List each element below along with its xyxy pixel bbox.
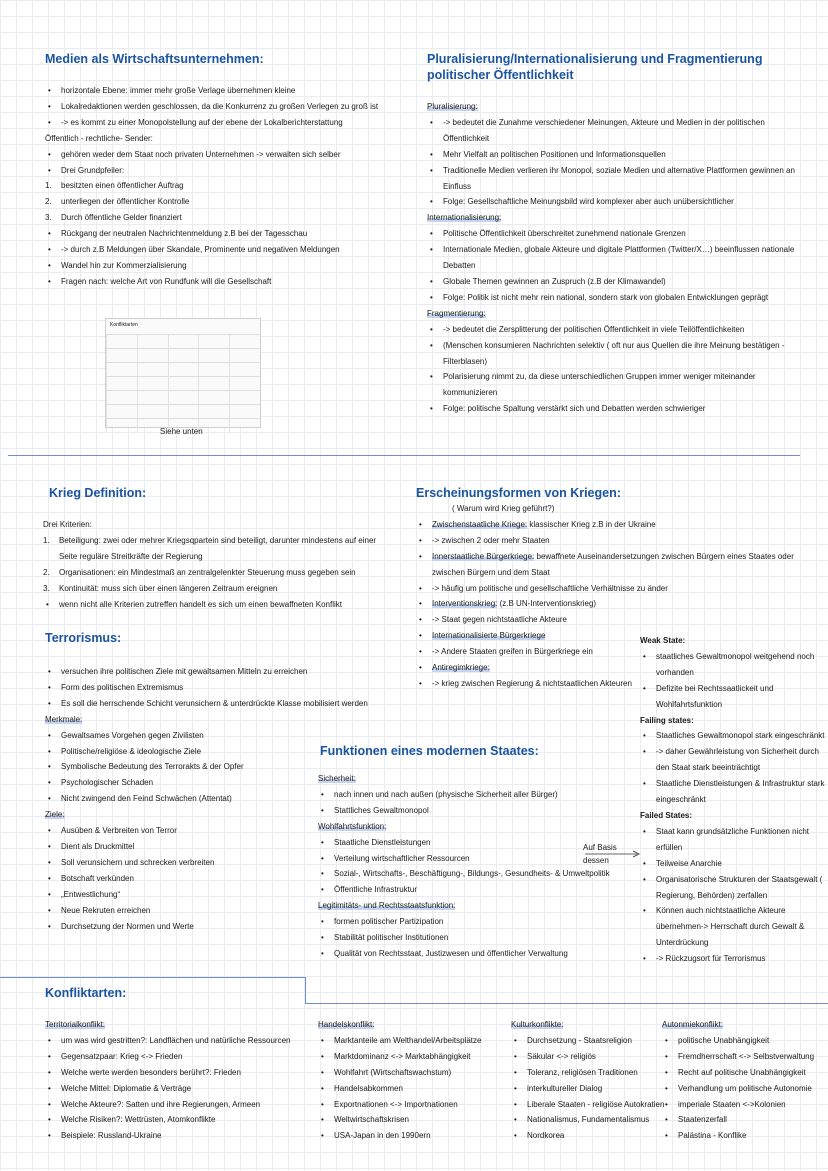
list-item	[427, 274, 812, 290]
bullet-list	[318, 1033, 513, 1144]
item-text: -> zwischen 2 oder mehr Staaten	[432, 535, 550, 545]
arrow-icon	[583, 848, 643, 870]
item-text: Polarisierung nimmt zu, da diese unterschiedlichen Gruppen immer weniger miteinander kommunizieren	[443, 372, 756, 398]
section-funktionen	[318, 743, 618, 962]
column-title-wrap	[511, 1017, 676, 1033]
list-item	[45, 1128, 320, 1144]
list-item	[318, 787, 618, 803]
list-item	[318, 1049, 513, 1065]
list-item	[662, 1128, 828, 1144]
item-text: -> häufig um politische und gesellschaftliche Verhältnisse zu änder	[432, 583, 668, 593]
list-item	[318, 819, 618, 835]
item-text: Lokalredaktionen werden geschlossen, da die Konkurrenz zu großen Verlegen zu groß ist	[61, 101, 379, 111]
konflikt-territorial	[45, 1017, 320, 1144]
medien-list	[45, 83, 385, 290]
item-text: Durchsetzung der Normen und Werte	[61, 921, 194, 931]
item-text: Gewaltsames Vorgehen gegen Zivilisten	[61, 730, 204, 740]
list-item	[640, 649, 825, 681]
item-text: Fragen nach: welche Art von Rundfunk will die Gesellschaft	[61, 276, 272, 286]
list-item	[45, 728, 375, 744]
list-item	[43, 517, 390, 533]
list-item	[416, 644, 632, 660]
item-text: Form des politischen Extremismus	[61, 682, 184, 692]
funktionen-title: Funktionen eines modernen Staates:	[320, 744, 539, 758]
list-item	[45, 712, 375, 728]
list-item	[427, 194, 812, 210]
list-item	[45, 1049, 320, 1065]
item-text: Können auch nichtstaatliche Akteure übernehmen-> Herrschaft durch Gewalt & Unterdrückung	[656, 906, 805, 948]
list-item	[640, 681, 825, 713]
item-text: Fremdherrschaft <-> Selbstverwaltung	[678, 1051, 815, 1061]
item-text: Marktdominanz <-> Marktabhängigkeit	[334, 1051, 471, 1061]
highlighted-term: Internationalisierte Bürgerkriege	[432, 631, 546, 641]
subheading: Legitimitäts- und Rechtsstaatsfunktion:	[318, 901, 456, 911]
item-text: Welche Akteure?: Satten und ihre Regierungen, Armeen	[61, 1099, 261, 1109]
column-title: Territorialkonflikt:	[45, 1020, 106, 1029]
list-item	[45, 83, 385, 99]
list-item	[43, 565, 390, 581]
thumb-title: Konfliktarten	[110, 322, 138, 328]
item-number: 1.	[43, 535, 50, 545]
list-item	[427, 369, 812, 401]
item-number: 3.	[43, 583, 50, 593]
item-text: Wohlfahrt (Wirtschaftswachstum)	[334, 1067, 452, 1077]
list-item	[511, 1049, 676, 1065]
item-text: Es soll die herrschende Schicht verunsichern & unterdrückte Klasse mobilisiert werden	[61, 698, 368, 708]
list-item	[318, 914, 618, 930]
column-title: Kulturkonflikte:	[511, 1020, 564, 1029]
list-item	[45, 696, 375, 712]
item-text: Teilweise Anarchie	[656, 858, 722, 868]
item-text: Palästina - Konflike	[678, 1131, 747, 1141]
item-text: Stattliches Gewaltmonopol	[334, 805, 429, 815]
item-text: Symbolische Bedeutung des Terrorakts & der Opfer	[61, 762, 244, 772]
list-item	[318, 930, 618, 946]
item-text: (z.B UN-Interventionskrieg)	[497, 599, 597, 609]
item-text: -> Staat gegen nichtstaatliche Akteure	[432, 615, 567, 625]
list-item	[45, 274, 385, 290]
list-item	[45, 210, 385, 226]
item-text: Organisationen: ein Mindestmaß an zentralgelenkter Steuerung muss gegeben sein	[59, 567, 356, 577]
item-text: -> krieg zwischen Regierung & nichtstaatlichen Akteuren	[432, 678, 632, 688]
bullet-list	[43, 517, 390, 612]
item-text: -> Rückzugsort für Terrorismus	[656, 954, 766, 964]
konflikt-kultur	[511, 1017, 676, 1144]
list-item	[640, 951, 825, 967]
item-number: 2.	[45, 197, 52, 207]
list-item	[318, 1033, 513, 1049]
list-item	[45, 1112, 320, 1128]
list-item	[45, 178, 385, 194]
item-text: Globale Themen gewinnen an Zuspruch (z.B der Klimawandel)	[443, 276, 666, 286]
item-text: formen politischer Partizipation	[334, 917, 444, 927]
item-text: Staatenzerfall	[678, 1115, 727, 1125]
list-item	[45, 115, 385, 131]
item-text: Durchsetzung - Staatsreligion	[527, 1035, 632, 1045]
item-text: -> bedeutet die Zunahme verschiedener Meinungen, Akteure und Medien in der politischen Öffentlichkeit	[443, 117, 765, 143]
column-title: Handelskonflikt:	[318, 1020, 375, 1029]
column-title-wrap	[318, 1017, 513, 1033]
state-type-title: Failing states:	[640, 715, 694, 725]
konflikt-autonomie	[662, 1017, 828, 1144]
item-text: bewaffnete Auseinandersetzungen zwischen Bürgern eines Staates oder zwischen Bürgern und dem Staat	[432, 551, 794, 577]
erscheinung-subtitle: ( Warum wird Krieg geführt?)	[452, 504, 555, 513]
list-item	[45, 163, 385, 179]
list-item	[427, 210, 812, 226]
item-text: Öffentliche Infrastruktur	[334, 885, 417, 895]
list-item	[318, 882, 618, 898]
konflikt-handel	[318, 1017, 513, 1144]
list-item	[416, 533, 816, 549]
item-text: Neue Rekruten erreichen	[61, 905, 151, 915]
bullet-list	[45, 1033, 320, 1144]
list-item	[427, 401, 812, 417]
krieg-title: Krieg Definition:	[49, 486, 147, 500]
item-text: Nordkorea	[527, 1131, 565, 1141]
item-text: Durch öffentliche Gelder finanziert	[61, 213, 182, 223]
list-item	[45, 226, 385, 242]
list-item	[640, 776, 825, 808]
item-text: Defizite bei Rechtssaatlickeit und Wohlfahrtsfunktion	[656, 683, 774, 709]
list-item	[416, 628, 632, 644]
item-text: Drei Kriterien:	[43, 520, 92, 529]
subheading: Sicherheit:	[318, 774, 356, 783]
column-title-wrap	[45, 1017, 320, 1033]
list-item	[511, 1128, 676, 1144]
item-text: Politische Öffentlichkeit überschreitet zunehmend nationale Grenzen	[443, 229, 686, 239]
konflikt-title: Konfliktarten:	[45, 986, 127, 1000]
list-item	[640, 872, 825, 904]
item-text: Nicht zwingend den Feind Schwächen (Attentat)	[61, 794, 232, 804]
item-text: Welche werte werden besonders berührt?: Frieden	[61, 1067, 241, 1077]
bullet-list	[427, 99, 812, 417]
list-item	[416, 581, 816, 597]
list-item	[45, 99, 385, 115]
list-item	[318, 803, 618, 819]
section-konflikt	[45, 985, 126, 1001]
item-text: Gegensatzpaar: Krieg <-> Frieden	[61, 1051, 183, 1061]
item-text: Drei Grundpfeiler:	[61, 165, 125, 175]
column-title: Autonmiekonflikt:	[662, 1020, 723, 1029]
item-text: Internationale Medien, globale Akteure und digitale Plattformen (Twitter/X…) beeinflussen nationale Debatten	[443, 245, 795, 271]
list-item	[427, 322, 812, 338]
list-item	[416, 660, 632, 676]
item-text: -> bedeutet die Zersplitterung der politischen Öffentlichkeit in viele Teilöffentlichkeiten	[443, 324, 745, 334]
state-type-title: Weak State:	[640, 636, 686, 645]
item-text: Sozial-, Wirtschafts-, Beschäftigung-, Bildungs-, Gesundheits- & Umweltpolitik	[334, 869, 610, 879]
item-text: Nationalismus, Fundamentalismus	[527, 1115, 650, 1125]
item-text: Soll verunsichern und schrecken verbreiten	[61, 857, 215, 867]
connector-h2	[305, 1003, 828, 1004]
list-item	[427, 226, 812, 242]
item-text: Marktanteile am Welthandel/Arbeitsplätze	[334, 1035, 482, 1045]
item-text: Folge: Gesellschaftliche Meinungsbild wird komplexer aber auch unübersichtlicher	[443, 197, 734, 207]
list-item	[511, 1065, 676, 1081]
item-text: Psychologischer Schaden	[61, 778, 154, 788]
item-text: Toleranz, religiösen Traditionen	[527, 1067, 638, 1077]
list-item	[45, 1081, 320, 1097]
list-item	[318, 835, 618, 851]
item-text: Mehr Vielfalt an politischen Positionen und Informationsquellen	[443, 149, 666, 159]
item-text: klassischer Krieg z.B in der Ukraine	[527, 519, 656, 529]
list-item	[416, 549, 816, 581]
item-text: Botschaft verkünden	[61, 873, 134, 883]
list-item	[45, 147, 385, 163]
state-type-title: Failed States:	[640, 810, 693, 820]
terror-title: Terrorismus:	[45, 631, 122, 645]
item-text: Öffentlich - rechtliche- Sender:	[45, 133, 153, 143]
list-item	[427, 290, 812, 306]
item-text: Organisatorische Strukturen der Staatsgewalt ( Regierung, Behörden) zerfallen	[656, 874, 823, 900]
list-item	[416, 596, 816, 612]
list-item	[416, 676, 632, 692]
list-item	[318, 946, 618, 962]
item-text: Rückgang der neutralen Nachrichtenmeldung z.B bei der Tagesschau	[61, 229, 308, 239]
highlighted-term: Innerstaatliche Bürgerkriege:	[432, 551, 535, 561]
list-item	[43, 597, 390, 613]
divider-line	[8, 455, 800, 456]
item-text: -> daher Gewährleistung von Sicherheit durch den Staat stark beeinträchtigt	[656, 747, 819, 773]
item-text: Staatliche Dienstleistungen & Infrastruktur stark eingeschränkt	[656, 779, 825, 805]
list-item	[43, 533, 390, 565]
list-item	[45, 242, 385, 258]
list-item	[318, 1065, 513, 1081]
list-item	[640, 728, 825, 744]
highlighted-term: Zwischenstaatliche Kriege:	[432, 519, 528, 529]
item-text: Traditionelle Medien verlieren ihr Monopol, soziale Medien und alternative Plattformen gewinnen an Einfluss	[443, 165, 795, 191]
list-item	[427, 147, 812, 163]
pluralisierung-list	[427, 99, 812, 417]
list-item	[45, 1033, 320, 1049]
item-text: Beispiele: Russland-Ukraine	[61, 1131, 162, 1141]
connector-v1	[305, 977, 306, 1003]
konfliktarten-thumbnail	[105, 318, 261, 428]
medien-title: Medien als Wirtschaftsunternehmen:	[45, 52, 264, 66]
list-item	[427, 99, 812, 115]
section-pluralisierung	[427, 51, 812, 417]
item-text: Ausüben & Verbreiten von Terror	[61, 826, 177, 836]
pluralisierung-title: Pluralisierung/Internationalisierung und Fragmentierung politischer Öffentlichkeit	[427, 52, 763, 82]
thumb-caption: Siehe unten	[160, 427, 203, 436]
item-text: wenn nicht alle Kriterien zutreffen handelt es sich um einen bewaffneten Konflikt	[59, 599, 342, 609]
note-line-1: Auf Basis	[583, 843, 617, 852]
list-item	[318, 1128, 513, 1144]
list-item	[662, 1097, 828, 1113]
item-text: -> durch z.B Meldungen über Skandale, Prominente und negativen Meldungen	[61, 245, 340, 255]
item-text: Recht auf politische Unabhängigkeit	[678, 1067, 806, 1077]
list-item	[511, 1081, 676, 1097]
list-item	[640, 903, 825, 951]
list-item	[511, 1112, 676, 1128]
bullet-list	[511, 1033, 676, 1144]
item-text: Kontinuität: muss sich über einen längeren Zeitraum ereignen	[59, 583, 278, 593]
item-text: Qualität von Rechtsstaat, Justizwesen und öffentlicher Verwaltung	[334, 948, 568, 958]
list-item	[45, 258, 385, 274]
list-item	[318, 866, 618, 882]
list-item	[45, 1065, 320, 1081]
item-text: Folge: politische Spaltung verstärkt sich und Debatten werden schwieriger	[443, 404, 706, 414]
list-item	[45, 664, 375, 680]
list-item	[640, 856, 825, 872]
list-item	[318, 898, 618, 914]
list-item	[43, 581, 390, 597]
list-item	[427, 115, 812, 147]
item-text: um was wird gestritten?: Landflächen und natürliche Ressourcen	[61, 1035, 291, 1045]
item-text: Handelsabkommen	[334, 1083, 403, 1093]
item-text: Weltwirtschaftskrisen	[334, 1115, 409, 1125]
item-text: Staatliche Dienstleistungen	[334, 837, 431, 847]
list-item	[640, 744, 825, 776]
subheading: Ziele:	[45, 810, 65, 820]
list-item	[640, 824, 825, 856]
list-item	[511, 1097, 676, 1113]
column-title-wrap	[662, 1017, 828, 1033]
item-text: Verteilung wirtschaftlicher Ressourcen	[334, 853, 470, 863]
subheading: Merkmale:	[45, 714, 83, 724]
section-states	[640, 633, 825, 967]
list-item	[318, 1112, 513, 1128]
list-item	[662, 1049, 828, 1065]
item-text: USA-Japan in den 1990ern	[334, 1131, 431, 1141]
bullet-list	[640, 824, 825, 967]
item-text: Stabilität politischer Institutionen	[334, 933, 449, 943]
list-item	[427, 306, 812, 322]
bullet-list	[640, 728, 825, 808]
highlighted-term: Interventionskrieg:	[432, 599, 498, 609]
item-text: unterliegen der öffentlicher Kontrolle	[61, 197, 190, 207]
list-item	[662, 1112, 828, 1128]
item-number: 2.	[43, 567, 50, 577]
item-text: imperiale Staaten <->Kolonien	[678, 1099, 786, 1109]
item-text: Welche Mittel: Diplomatie & Verträge	[61, 1083, 192, 1093]
krieg-list	[43, 517, 390, 612]
item-text: politische Unabhängigkeit	[678, 1035, 770, 1045]
list-item	[662, 1065, 828, 1081]
list-item	[511, 1033, 676, 1049]
subheading: Internationalisierung:	[427, 213, 502, 223]
bullet-list	[662, 1033, 828, 1144]
list-item	[427, 163, 812, 195]
item-text: Politische/religiöse & ideologische Ziele	[61, 746, 202, 756]
item-text: nach innen und nach außen (physische Sicherheit aller Bürger)	[334, 789, 558, 799]
bullet-list	[45, 83, 385, 290]
item-text: Staatliches Gewaltmonopol stark eingeschränkt	[656, 731, 825, 741]
item-text: Dient als Druckmittel	[61, 841, 135, 851]
item-number: 1.	[45, 181, 52, 191]
item-text: Staat kann grundsätzliche Funktionen nicht erfüllen	[656, 826, 809, 852]
list-item	[416, 612, 816, 628]
list-item	[318, 1097, 513, 1113]
subheading: Fragmentierung:	[427, 308, 486, 318]
erscheinung-title: Erscheinungsformen von Kriegen:	[416, 486, 621, 500]
bullet-list	[640, 649, 825, 713]
list-item	[45, 680, 375, 696]
list-item	[416, 517, 816, 533]
item-text: interkultureller Dialog	[527, 1083, 603, 1093]
list-item	[427, 338, 812, 370]
item-text: -> es kommt zu einer Monopolstellung auf der ebene der Lokalberichterstattung	[61, 117, 343, 127]
item-text: horizontale Ebene: immer mehr große Verlage übernehmen kleine	[61, 86, 296, 95]
bullet-list	[318, 771, 618, 962]
item-text: Exportnationen <-> Importnationen	[334, 1099, 458, 1109]
section-medien	[45, 51, 385, 290]
item-text: staatliches Gewaltmonopol weitgehend noch vorhanden	[656, 651, 815, 677]
item-text: (Menschen konsumieren Nachrichten selektiv ( oft nur aus Quellen die ihre Meinung bestätigen -Filterblasen)	[443, 340, 785, 366]
highlighted-term: Antiregimkriege:	[432, 663, 490, 673]
list-item	[318, 851, 618, 867]
item-text: Säkular <-> religiös	[527, 1051, 596, 1061]
list-item	[318, 1081, 513, 1097]
item-number: 3.	[45, 213, 52, 223]
item-text: Folge: Politik ist nicht mehr rein national, sondern stark von globalen Entwicklungen geprägt	[443, 292, 769, 302]
list-item	[662, 1081, 828, 1097]
item-text: -> Andere Staaten greifen in Bürgerkriege ein	[432, 647, 593, 657]
note-line-2: dessen	[583, 856, 609, 865]
list-item	[318, 771, 618, 787]
list-item	[662, 1033, 828, 1049]
item-text: „Entwestlichung“	[61, 889, 121, 899]
list-item	[45, 194, 385, 210]
subheading: Wohlfahrtsfunktion:	[318, 821, 387, 831]
section-krieg	[45, 485, 390, 612]
list-item	[45, 1097, 320, 1113]
list-item	[45, 131, 385, 147]
connector-h1	[0, 977, 305, 978]
item-text: Verhandlung um politische Autonomie	[678, 1083, 812, 1093]
list-item	[427, 242, 812, 274]
item-text: besitzten einen öffentlicher Auftrag	[61, 181, 184, 191]
item-text: Wandel hin zur Kommerzialisierung	[61, 260, 187, 270]
item-text: Welche Risiken?: Wettrüsten, Atomkonflikte	[61, 1115, 216, 1125]
item-text: Liberale Staaten - religiöse Autokratien	[527, 1099, 665, 1109]
item-text: versuchen ihre politischen Ziele mit gewaltsamen Mitteln zu erreichen	[61, 667, 308, 676]
item-text: gehören weder dem Staat noch privaten Unternehmen -> verwalten sich selber	[61, 149, 341, 159]
subheading: Pluralisierung:	[427, 102, 478, 111]
item-text: Beteiligung: zwei oder mehrer Kriegsqpartein sind beteiligt, darunter mindestens auf einer Seite reguläre Streitkräfte der Regierung	[59, 535, 377, 561]
funktionen-list	[318, 771, 618, 962]
